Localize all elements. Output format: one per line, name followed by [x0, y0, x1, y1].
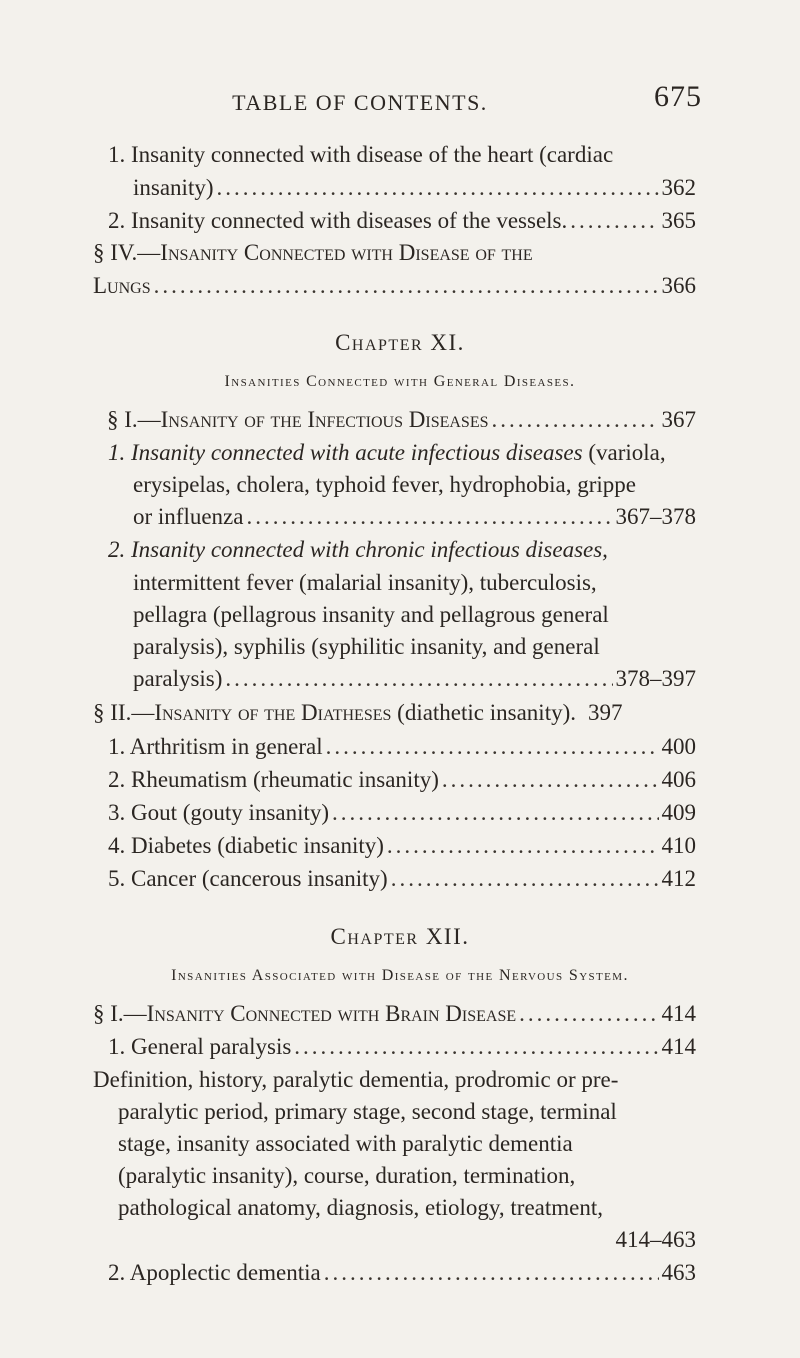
toc-page-number: 400 [661, 734, 696, 759]
toc-item-diabetes[interactable] [108, 829, 696, 863]
definition-line4: (paralytic insanity), course, duration, termination, [118, 1163, 576, 1188]
toc-page-number: 367–378 [615, 504, 696, 529]
toc-page-number: 412 [661, 866, 696, 891]
toc-entry-apoplectic[interactable] [108, 1256, 696, 1290]
chapter-heading-xi: Chapter XI. [335, 330, 465, 355]
definition-line3: stage, insanity associated with paralytic dementia [118, 1131, 573, 1156]
toc-entry-acute[interactable] [133, 500, 696, 534]
toc-entry-chronic-line3: pellagra (pellagrous insanity and pellagrous general [133, 602, 609, 627]
dot-leader [217, 171, 659, 205]
dot-leader [324, 1256, 659, 1290]
chapter-heading-xii: Chapter XII. [330, 924, 470, 949]
toc-entry-label: § I.—Insanity Connected with Brain Disease [93, 1001, 517, 1026]
toc-section-diatheses[interactable] [93, 696, 696, 730]
chapter-subheading-xii: Insanities Associated with Disease of the Nervous System. [171, 967, 629, 984]
definition-line1: Definition, history, paralytic dementia, prodromic or pre- [93, 1067, 619, 1092]
toc-page-number: 367 [661, 407, 696, 432]
definition-line5: pathological anatomy, diagnosis, etiology, treatment, [118, 1195, 604, 1220]
dot-leader [246, 500, 612, 534]
toc-page-number: 362 [661, 175, 696, 200]
toc-page-number: 366 [661, 273, 696, 298]
toc-entry-label: § I.—Insanity of the Infectious Diseases [107, 407, 489, 432]
toc-page-number: 365 [661, 208, 696, 233]
toc-entry-heart-line1: 1. Insanity connected with disease of the heart (cardiac [108, 142, 614, 167]
dot-leader [294, 1030, 658, 1064]
dot-leader [326, 730, 659, 764]
toc-entry-label: or influenza [133, 504, 244, 529]
running-title: TABLE OF CONTENTS. [232, 90, 488, 115]
toc-page-number: 410 [661, 833, 696, 858]
dot-leader [154, 269, 659, 303]
toc-entry-chronic-line2: intermittent fever (malarial insanity), tuberculosis, [133, 570, 597, 595]
toc-entry-label: 1. General paralysis [108, 1034, 292, 1059]
page-number: 675 [654, 80, 702, 113]
dot-leader [391, 862, 659, 896]
toc-entry-heart[interactable] [133, 171, 696, 205]
dot-leader [492, 403, 659, 437]
toc-page-number: 409 [661, 800, 696, 825]
toc-page-number: 397 [588, 700, 623, 725]
dot-leader [332, 796, 658, 830]
toc-entry-label: 2. Rheumatism (rheumatic insanity) [108, 767, 439, 792]
toc-entry-label: 2. Apoplectic dementia [108, 1260, 321, 1285]
toc-item-gout[interactable] [108, 796, 696, 830]
toc-page-number: 406 [661, 767, 696, 792]
toc-page-number: 414 [661, 1001, 696, 1026]
toc-entry-general-paralysis[interactable] [108, 1030, 696, 1064]
toc-section-brain[interactable] [93, 997, 696, 1031]
toc-page-number: 378–397 [615, 666, 696, 691]
toc-entry-chronic-line4: paralysis), syphilis (syphilitic insanity, and general [133, 634, 600, 659]
page-header [0, 0, 800, 140]
toc-entry-label: 3. Gout (gouty insanity) [108, 800, 330, 825]
toc-entry-chronic-line1: 2. Insanity connected with chronic infectious diseases, [108, 537, 608, 562]
toc-entry-label: paralysis) [133, 666, 223, 691]
dot-leader [225, 662, 612, 696]
dot-leader [519, 997, 658, 1031]
toc-entry-label: 4. Diabetes (diabetic insanity) [108, 833, 384, 858]
dot-leader [442, 763, 659, 797]
toc-section-infectious[interactable] [107, 403, 696, 437]
dot-leader [387, 829, 659, 863]
toc-entry-label: insanity) [133, 175, 214, 200]
toc-page-number: 414 [661, 1034, 696, 1059]
definition-line2: paralytic period, primary stage, second stage, terminal [118, 1099, 617, 1124]
dot-leader [570, 204, 658, 238]
toc-entry-label: Lungs [93, 273, 151, 298]
section-lungs-line1: § IV.—Insanity Connected with Disease of the [93, 240, 533, 265]
toc-entry-label: 5. Cancer (cancerous insanity) [108, 866, 388, 891]
toc-item-rheumatism[interactable] [108, 763, 696, 797]
toc-section-lungs[interactable] [93, 269, 696, 303]
toc-entry-acute-line2: erysipelas, cholera, typhoid fever, hydrophobia, grippe [133, 472, 637, 497]
definition-pages: 414–463 [615, 1227, 696, 1252]
toc-item-arthritism[interactable] [108, 730, 696, 764]
toc-entry-label: § II.—Insanity of the Diatheses (diathetic insanity). [93, 700, 576, 725]
toc-entry-label: 1. Arthritism in general [108, 734, 323, 759]
toc-page-number: 463 [661, 1260, 696, 1285]
toc-entry-chronic[interactable] [133, 662, 696, 696]
toc-entry-acute-line1: 1. Insanity connected with acute infectious diseases (variola, [108, 440, 666, 465]
toc-entry-label: 2. Insanity connected with diseases of the vessels. [108, 208, 568, 233]
chapter-subheading-xi: Insanities Connected with General Diseases. [224, 373, 576, 390]
toc-entry-vessels[interactable] [108, 204, 696, 238]
toc-item-cancer[interactable] [108, 862, 696, 896]
